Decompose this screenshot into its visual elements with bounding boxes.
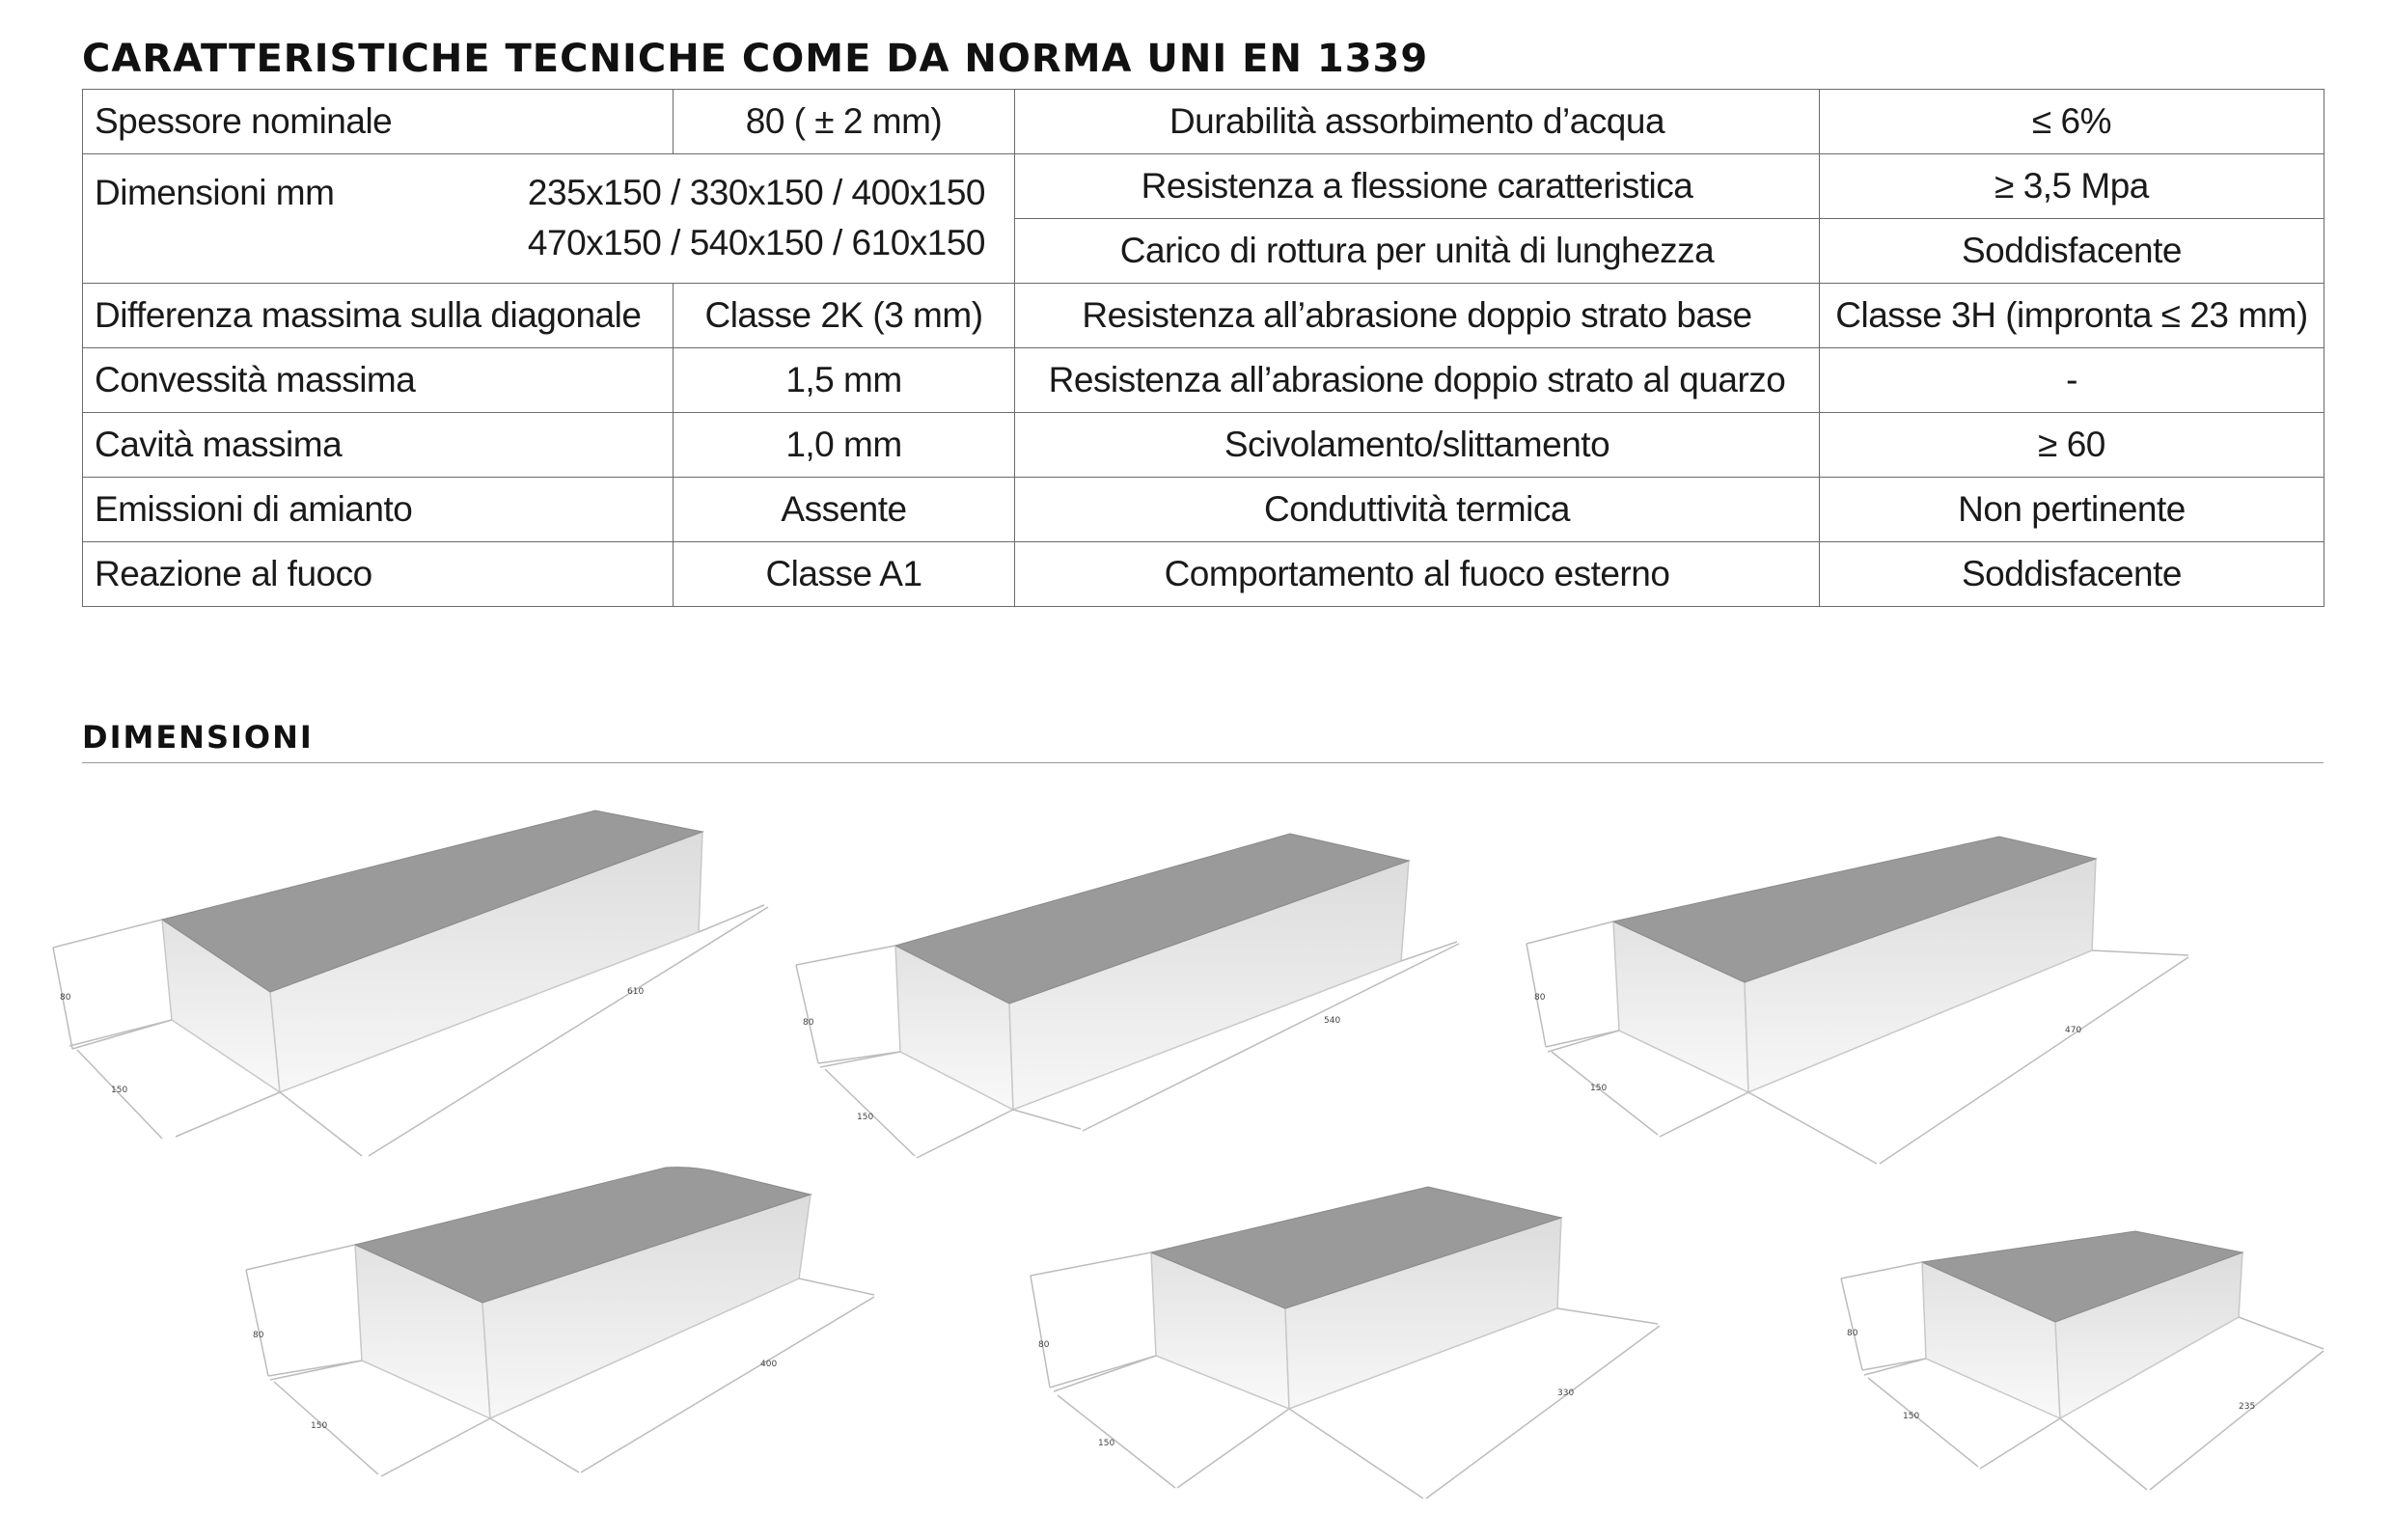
spec-label-assorbimento: Durabilità assorbimento d’acqua <box>1015 90 1820 154</box>
dim-label-height: 80 <box>1038 1340 1050 1350</box>
block-drawing-400 <box>246 1168 874 1476</box>
dim-label-length: 235 <box>2239 1402 2256 1412</box>
spec-value-dimensioni-line2: 470x150 / 540x150 / 610x150 <box>527 223 985 262</box>
spec-label-abrasione-quarzo: Resistenza all’abrasione doppio strato al quarzo <box>1015 348 1820 413</box>
section-heading-dimensioni: DIMENSIONI <box>82 719 314 756</box>
dim-label-width: 150 <box>1098 1439 1115 1448</box>
dim-label-height: 80 <box>1534 993 1546 1003</box>
block-drawing-470 <box>1527 837 2188 1164</box>
spec-value-diagonale: Classe 2K (3 mm) <box>674 284 1015 348</box>
block-drawing-540 <box>796 834 1459 1158</box>
dim-label-height: 80 <box>253 1331 264 1340</box>
spec-label-fuoco: Reazione al fuoco <box>83 542 674 607</box>
spec-value-dimensioni-line1: 235x150 / 330x150 / 400x150 <box>527 173 985 212</box>
spec-label-rottura: Carico di rottura per unità di lunghezza <box>1015 219 1820 284</box>
block-drawing-235 <box>1841 1231 2324 1490</box>
page-title: CARATTERISTICHE TECNICHE COME DA NORMA UNI EN 1339 <box>82 37 1429 81</box>
spec-label-fuoco-esterno: Comportamento al fuoco esterno <box>1015 542 1820 607</box>
dim-label-length: 470 <box>2065 1026 2082 1035</box>
dim-label-width: 150 <box>1903 1412 1920 1421</box>
dim-label-width: 150 <box>111 1086 128 1095</box>
spec-value-flessione: ≥ 3,5 Mpa <box>1820 154 2324 219</box>
dim-label-height: 80 <box>60 993 71 1003</box>
block-drawing-330 <box>1031 1187 1660 1499</box>
spec-label-diagonale: Differenza massima sulla diagonale <box>83 284 674 348</box>
spec-label-dimensioni: Dimensioni mm <box>95 173 335 212</box>
dim-label-width: 150 <box>1590 1084 1608 1093</box>
spec-value-spessore: 80 ( ± 2 mm) <box>674 90 1015 154</box>
spec-value-fuoco-esterno: Soddisfacente <box>1820 542 2324 607</box>
dim-label-length: 610 <box>627 987 645 997</box>
spec-value-convessita: 1,5 mm <box>674 348 1015 413</box>
spec-label-abrasione-base: Resistenza all’abrasione doppio strato base <box>1015 284 1820 348</box>
spec-label-flessione: Resistenza a flessione caratteristica <box>1015 154 1820 219</box>
spec-value-fuoco: Classe A1 <box>674 542 1015 607</box>
spec-label-spessore: Spessore nominale <box>83 90 674 154</box>
dim-label-height: 80 <box>1847 1329 1858 1338</box>
dim-label-width: 150 <box>311 1421 328 1431</box>
spec-value-assorbimento: ≤ 6% <box>1820 90 2324 154</box>
spec-value-abrasione-base: Classe 3H (impronta ≤ 23 mm) <box>1820 284 2324 348</box>
spec-label-conduttivita: Conduttività termica <box>1015 478 1820 542</box>
dim-label-length: 330 <box>1557 1389 1575 1398</box>
spec-value-rottura: Soddisfacente <box>1820 219 2324 284</box>
spec-value-cavita: 1,0 mm <box>674 413 1015 478</box>
dim-label-height: 80 <box>803 1018 814 1028</box>
dim-label-width: 150 <box>857 1113 874 1122</box>
spec-value-abrasione-quarzo: - <box>1820 348 2324 413</box>
spec-label-convessita: Convessità massima <box>83 348 674 413</box>
dim-label-length: 540 <box>1324 1016 1341 1026</box>
spec-value-scivolamento: ≥ 60 <box>1820 413 2324 478</box>
dim-label-length: 400 <box>760 1360 778 1369</box>
spec-label-cavita: Cavità massima <box>83 413 674 478</box>
block-drawing-610 <box>53 811 768 1156</box>
spec-label-scivolamento: Scivolamento/slittamento <box>1015 413 1820 478</box>
spec-label-amianto: Emissioni di amianto <box>83 478 674 542</box>
spec-value-conduttivita: Non pertinente <box>1820 478 2324 542</box>
spec-value-amianto: Assente <box>674 478 1015 542</box>
